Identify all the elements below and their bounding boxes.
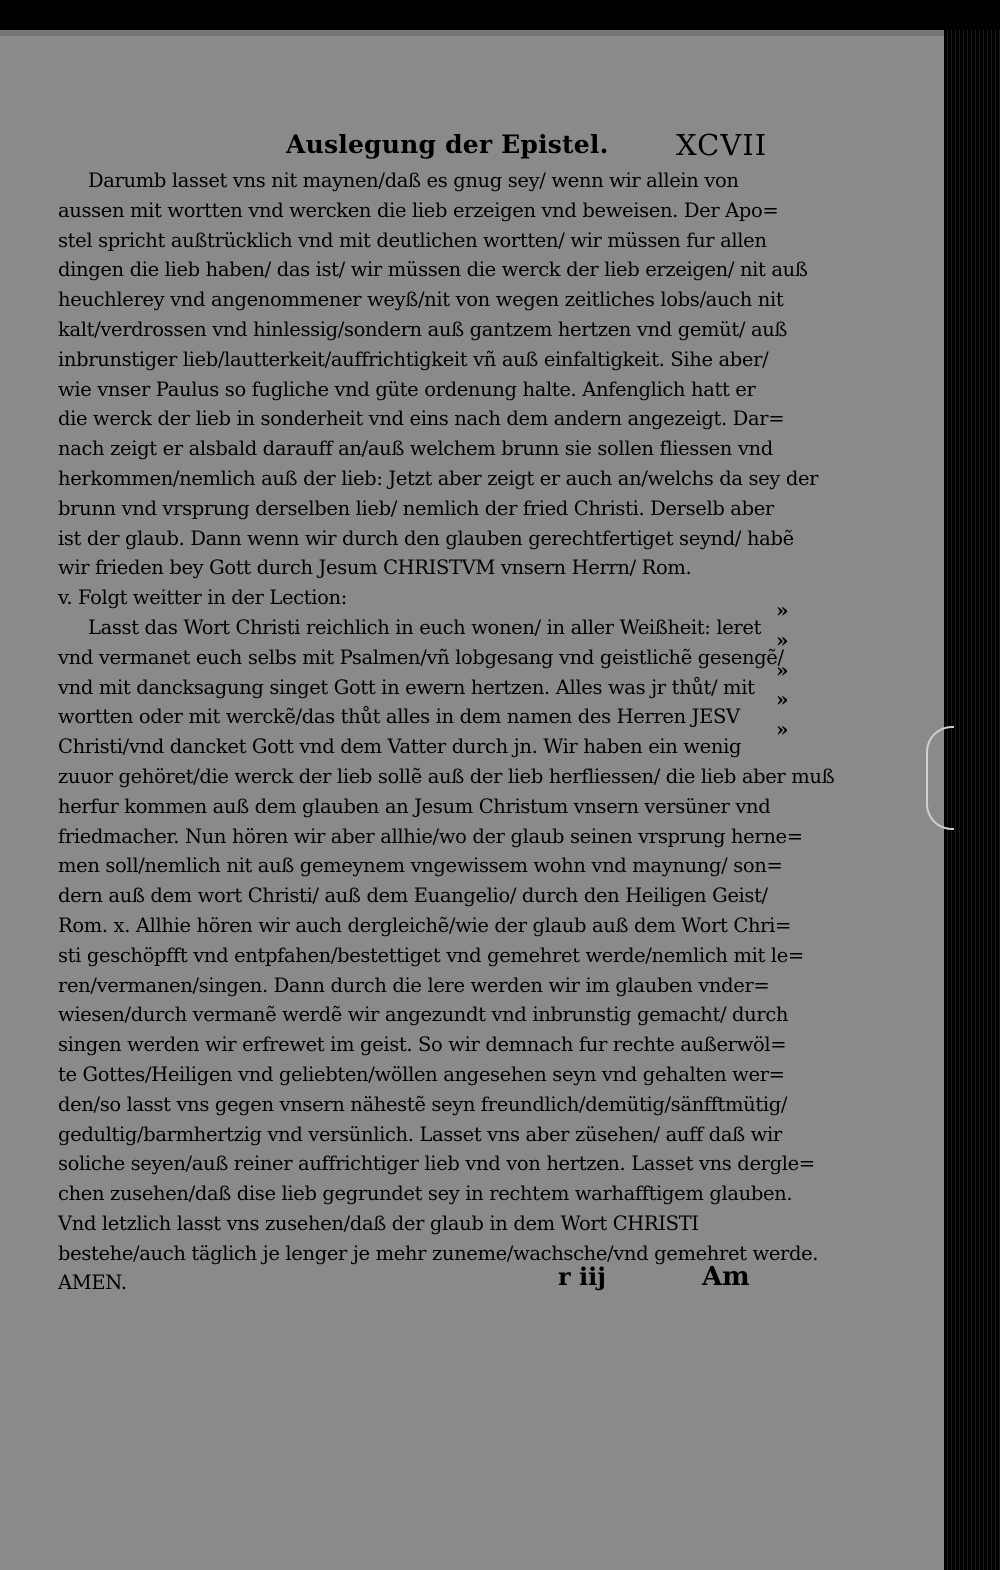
text-line: men soll/nemlich nit auß gemeynem vngewissem wohn vnd maynung/ son=: [58, 854, 783, 878]
text-line: vnd vermanet euch selbs mit Psalmen/vñ lobgesang vnd geistlichẽ gesengẽ/: [58, 645, 784, 669]
text-line: zuuor gehöret/die werck der lieb sollẽ auß der lieb herfliessen/ die lieb aber muß: [58, 764, 835, 788]
text-line: herkommen/nemlich auß der lieb: Jetzt aber zeigt er auch an/welchs da sey der: [58, 466, 819, 490]
text-line: te Gottes/Heiligen vnd geliebten/wöllen angesehen seyn vnd gehalten wer=: [58, 1062, 785, 1086]
text-line: dingen die lieb haben/ das ist/ wir müssen die werck der lieb erzeigen/ nit auß: [58, 258, 808, 282]
margin-quote-mark: »: [776, 657, 789, 682]
text-line: kalt/verdrossen vnd hinlessig/sondern auß gantzem hertzen vnd gemüt/ auß: [58, 317, 788, 341]
text-line: aussen mit wortten vnd wercken die lieb erzeigen vnd beweisen. Der Apo=: [58, 198, 779, 222]
text-line: die werck der lieb in sonderheit vnd eins nach dem andern angezeigt. Dar=: [58, 407, 785, 431]
text-line: herfur kommen auß dem glauben an Jesum Christum vnsern versüner vnd: [58, 794, 771, 818]
text-line: vnd mit dancksagung singet Gott in ewern hertzen. Alles was jr thůt/ mit: [58, 675, 755, 699]
text-line: wortten oder mit werckẽ/das thůt alles in dem namen des Herren JESV: [58, 705, 740, 729]
text-line: wir frieden bey Gott durch Jesum CHRISTVM vnsern Herrn/ Rom.: [58, 556, 692, 580]
running-head: Auslegung der Epistel.: [286, 130, 609, 159]
text-line: Darumb lasset vns nit maynen/daß es gnug sey/ wenn wir allein von: [88, 169, 739, 192]
folio-number: XCVII: [676, 128, 768, 162]
text-line: Lasst das Wort Christi reichlich in euch wonen/ in aller Weißheit: leret: [88, 615, 762, 639]
text-line: nach zeigt er alsbald darauff an/auß welchem brunn sie sollen fliessen vnd: [58, 437, 773, 461]
text-line: wiesen/durch vermanẽ werdẽ wir angezundt vnd inbrunstig gemacht/ durch: [58, 1003, 789, 1027]
text-line: Vnd letzlich lasst vns zusehen/daß der glaub in dem Wort CHRISTI: [58, 1211, 699, 1235]
text-line: friedmacher. Nun hören wir aber allhie/wo der glaub seinen vrsprung herne=: [58, 824, 803, 848]
text-line: wie vnser Paulus so fugliche vnd güte ordenung halte. Anfenglich hatt er: [58, 377, 756, 401]
text-line: den/so lasst vns gegen vnsern nähestẽ seyn freundlich/demütig/sänfftmütig/: [58, 1092, 788, 1116]
text-line: ist der glaub. Dann wenn wir durch den glauben gerechtfertiget seynd/ habẽ: [58, 526, 794, 550]
text-line: dern auß dem wort Christi/ auß dem Euangelio/ durch den Heiligen Geist/: [58, 884, 768, 908]
margin-quote-mark: »: [776, 598, 789, 622]
text-line: brunn vnd vrsprung derselben lieb/ nemlich der fried Christi. Derselb aber: [58, 496, 774, 520]
catchword: Am: [702, 1262, 750, 1292]
body-text: [58, 166, 835, 1298]
margin-quote-mark: »: [776, 717, 789, 742]
quotation-margin-marks: [776, 596, 789, 745]
text-line: Christi/vnd dancket Gott vnd dem Vatter durch jn. Wir haben ein wenig: [58, 735, 742, 759]
text-line: ren/vermanen/singen. Dann durch die lere werden wir im glauben vnder=: [58, 973, 770, 997]
text-line: gedultig/barmhertzig vnd versünlich. Lasset vns aber züsehen/ auff daß wir: [58, 1122, 782, 1146]
text-line: bestehe/auch täglich je lenger je mehr zuneme/wachsche/vnd gemehret werde.: [58, 1241, 819, 1265]
text-line: stel spricht außtrücklich vnd mit deutlichen wortten/ wir müssen fur allen: [58, 228, 767, 252]
text-line: Rom. x. Allhie hören wir auch dergleichẽ/wie der glaub auß dem Wort Chri=: [58, 913, 792, 937]
text-line: inbrunstiger lieb/lautterkeit/auffrichtigkeit vñ auß einfaltigkeit. Sihe aber/: [58, 347, 769, 371]
margin-quote-mark: »: [776, 627, 789, 652]
signature-mark: r iij: [558, 1262, 606, 1291]
text-line: sti geschöpfft vnd entpfahen/bestettiget vnd gemehret werde/nemlich mit le=: [58, 943, 804, 967]
page-top-edge: [0, 30, 944, 36]
page-tab-mark: [926, 726, 954, 830]
text-line: AMEN.: [58, 1271, 127, 1295]
text-line: v. Folgt weitter in der Lection:: [58, 586, 347, 610]
text-line: chen zusehen/daß dise lieb gegrundet sey in rechtem warhafftigem glauben.: [58, 1182, 793, 1206]
text-line: singen werden wir erfrewet im geist. So wir demnach fur rechte außerwöl=: [58, 1033, 787, 1057]
margin-quote-mark: »: [776, 687, 789, 712]
text-line: soliche seyen/auß reiner auffrichtiger lieb vnd von hertzen. Lasset vns dergle=: [58, 1152, 815, 1176]
text-line: heuchlerey vnd angenommener weyß/nit von wegen zeitliches lobs/auch nit: [58, 288, 784, 312]
